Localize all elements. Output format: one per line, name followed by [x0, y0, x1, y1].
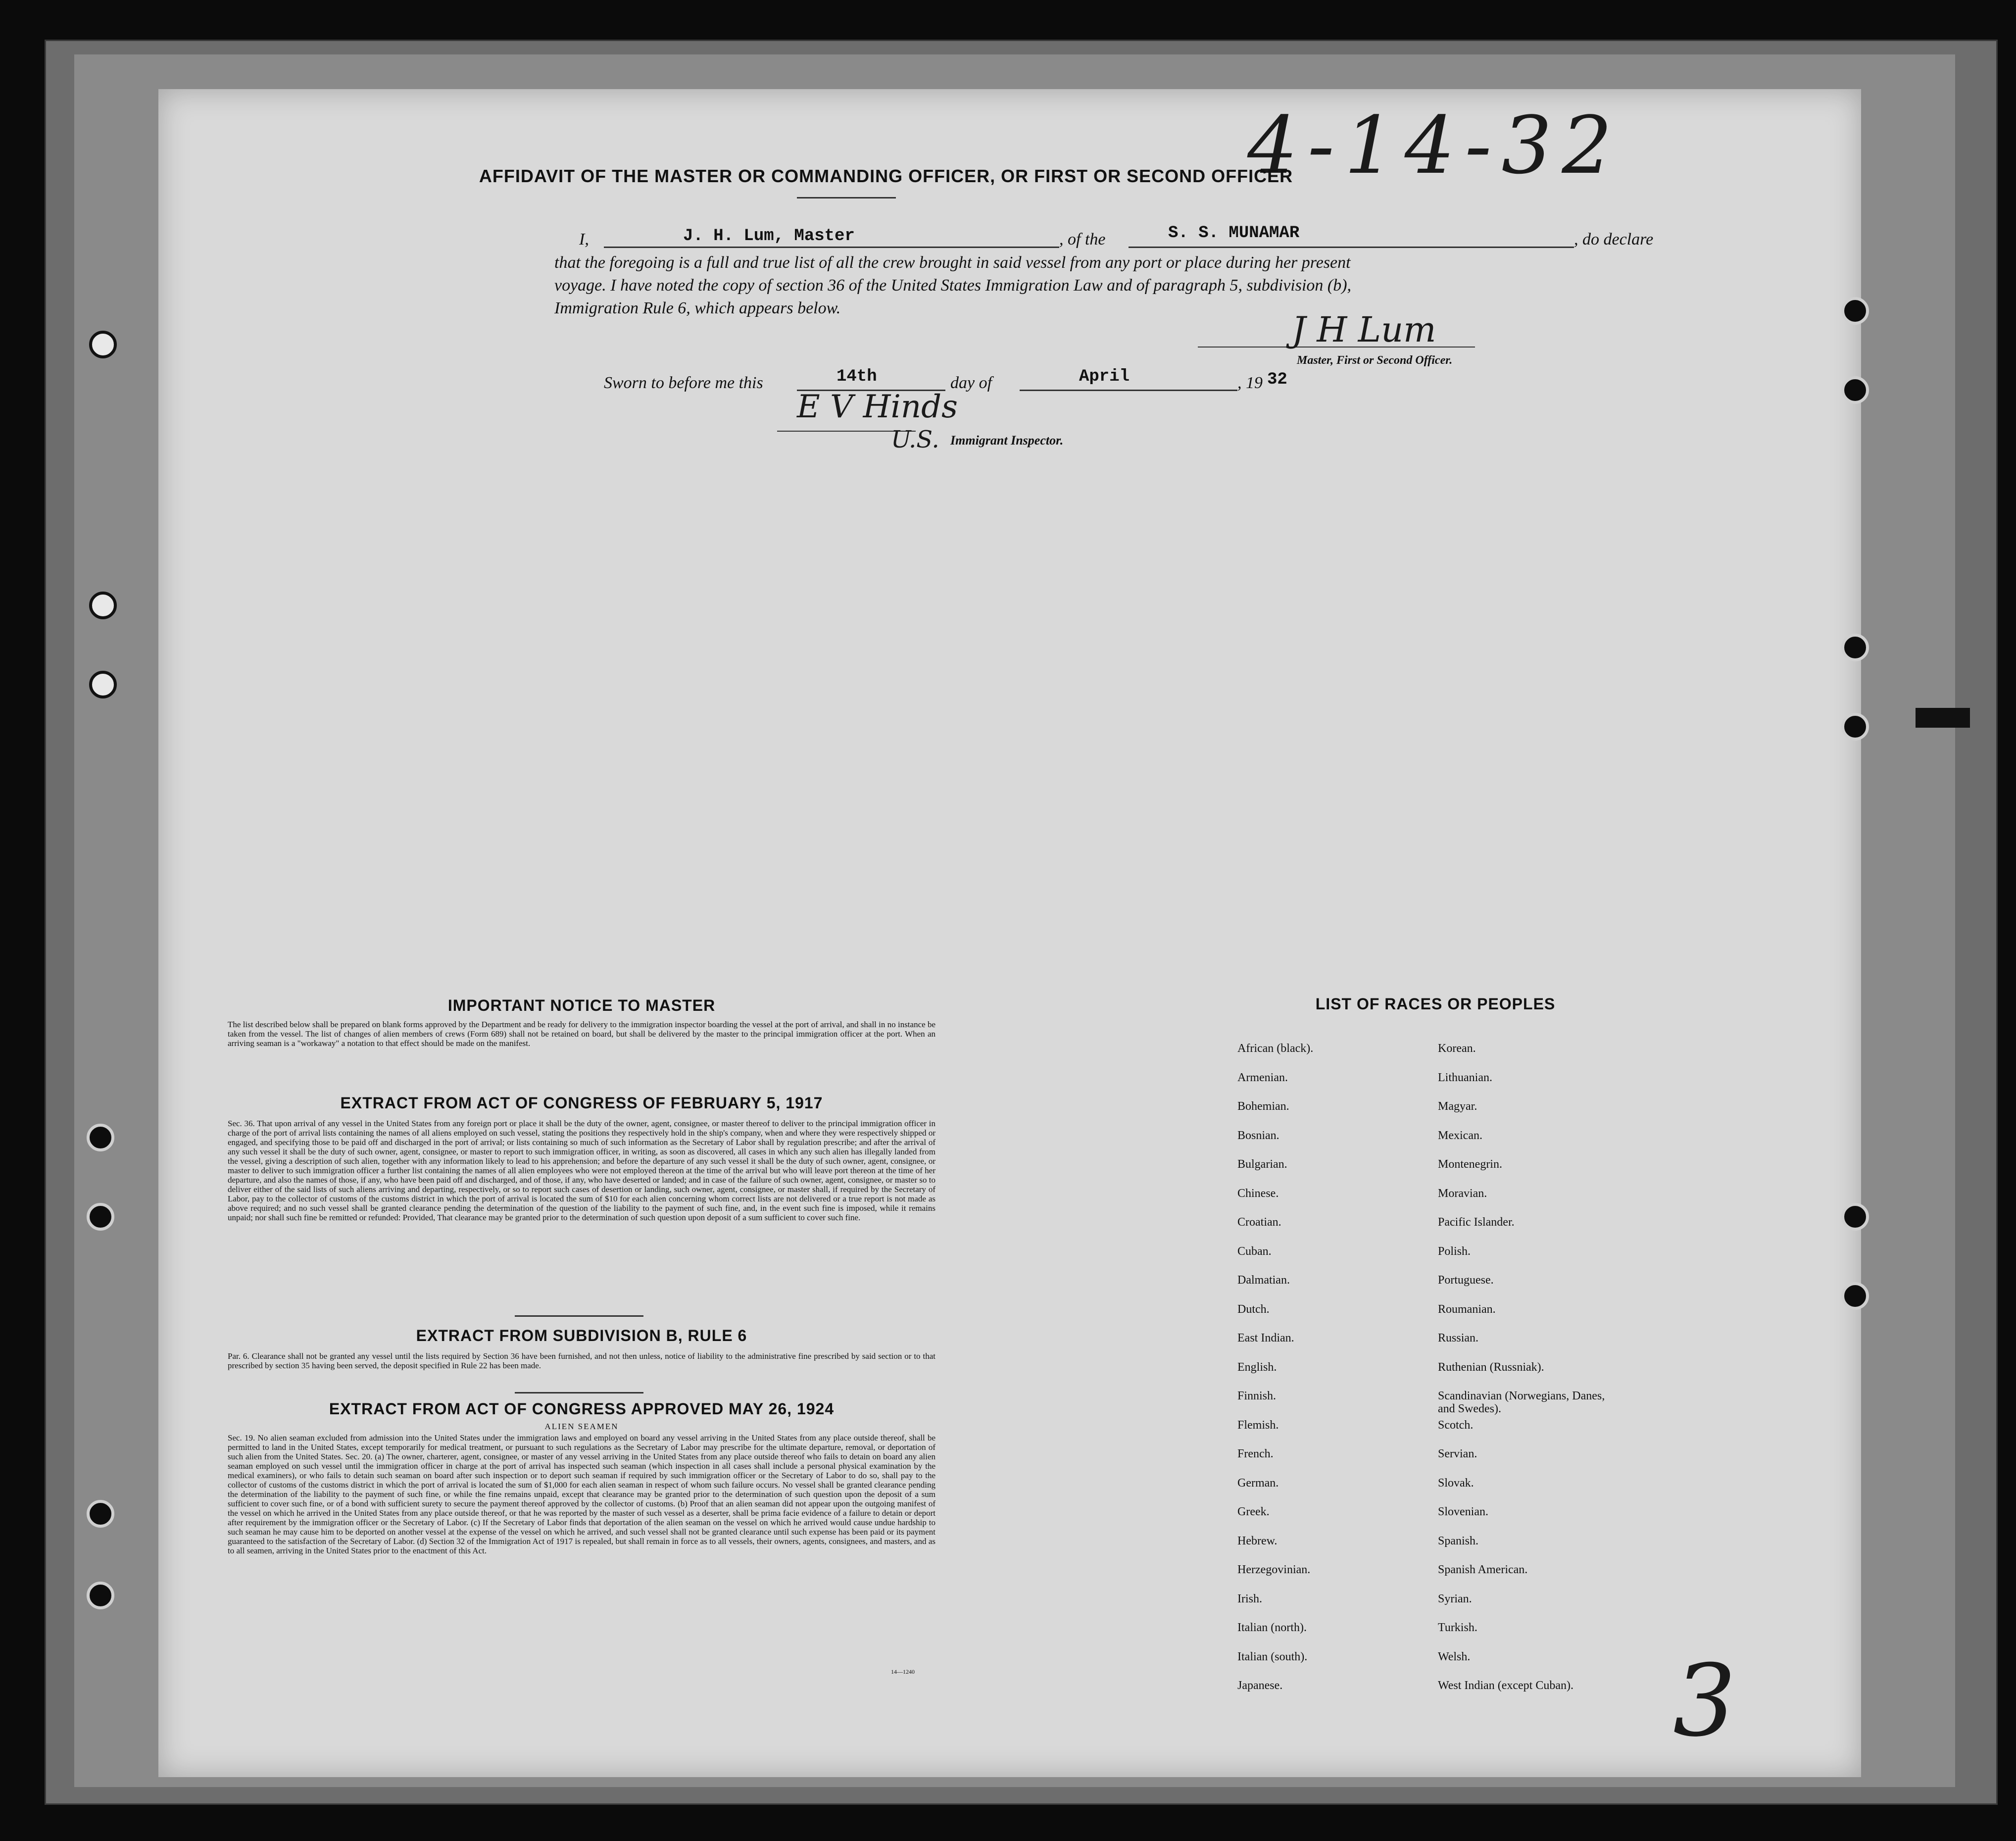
punch-hole	[1841, 713, 1869, 741]
day-of-text: day of	[950, 374, 992, 392]
inspector-signature: E V Hinds	[797, 389, 958, 425]
race-item: Syrian.	[1438, 1592, 1472, 1605]
punch-hole	[89, 331, 117, 358]
of-the-text: , of the	[1059, 230, 1106, 249]
race-item: Bohemian.	[1237, 1100, 1289, 1113]
race-item: Flemish.	[1237, 1418, 1279, 1432]
race-item: East Indian.	[1237, 1332, 1294, 1344]
race-item: Servian.	[1438, 1447, 1477, 1460]
race-item: African (black).	[1237, 1042, 1314, 1055]
punch-hole	[89, 671, 117, 698]
punch-hole	[87, 1582, 114, 1609]
extract-1917-title: EXTRACT FROM ACT OF CONGRESS OF FEBRUARY 5, 1917	[340, 1094, 823, 1112]
race-item: Scandinavian (Norwegians, Danes, and Swedes).	[1438, 1390, 1605, 1415]
race-item: Slovenian.	[1438, 1505, 1488, 1518]
extract-1924-subtitle: ALIEN SEAMEN	[544, 1422, 619, 1431]
vessel-fill-line	[1129, 247, 1574, 248]
race-item: Ruthenian (Russniak).	[1438, 1360, 1544, 1374]
race-item: Spanish American.	[1438, 1563, 1528, 1576]
punch-hole	[89, 592, 117, 619]
binder-tab	[1916, 708, 1970, 728]
race-item: Italian (north).	[1237, 1621, 1307, 1634]
race-item: Russian.	[1438, 1332, 1479, 1344]
punch-hole	[87, 1124, 114, 1151]
race-item: Moravian.	[1438, 1187, 1487, 1200]
sworn-day: 14th	[836, 367, 877, 386]
affidavit-sheet	[158, 89, 1861, 1777]
handwritten-date: 4-14-32	[1247, 99, 1623, 192]
rule6-title: EXTRACT FROM SUBDIVISION B, RULE 6	[416, 1327, 747, 1344]
name-fill-line	[604, 247, 1059, 248]
signer-title: Master, First or Second Officer.	[1297, 354, 1453, 367]
race-item: Korean.	[1438, 1042, 1476, 1055]
year-prefix: , 19	[1237, 374, 1263, 392]
race-item: Herzegovinian.	[1237, 1563, 1311, 1576]
inspector-mark: U.S.	[891, 426, 939, 453]
race-item: Montenegrin.	[1438, 1158, 1502, 1171]
race-item: Hebrew.	[1237, 1534, 1278, 1547]
extract-1924-title: EXTRACT FROM ACT OF CONGRESS APPROVED MAY 26, 1924	[329, 1400, 835, 1418]
form-number: 14—1240	[891, 1668, 915, 1675]
affidavit-line-3: voyage. I have noted the copy of section 36 of the United States Immigration Law and of paragraph 5, subdivision (b),	[554, 276, 1352, 295]
race-item: Finnish.	[1237, 1390, 1277, 1402]
race-item: Croatian.	[1237, 1216, 1281, 1229]
punch-hole	[1841, 1282, 1869, 1310]
race-item: Bulgarian.	[1237, 1158, 1287, 1171]
extract-1917-text: Sec. 36. That upon arrival of any vessel in the United States from any foreign port or place it shall be the duty of the owner, agent, consignee, or master thereof to deliver to the principal immigration officer in charge of the port of arrival lists containing the names of all aliens employed on such vessel, stating the positions they respectively hold in the ship's company, when and where they were respectively shipped or engaged, and specifying those to be paid off and discharged in the port of arrival; or lists containing so much of such information as the Secretary of Labor shall by regulation prescribe; and after the arrival of any such vessel it shall be the duty of such owner, agent, consignee, or master to report to such immigration officer, in writing, as soon as discovered, all cases in which any such alien has illegally landed from the vessel, giving a description of such alien, together with any information likely to lead to his apprehension; and before the departure of any such vessel it shall be the duty of such owner, agent, consignee, or master to deliver to such immigration officer a further list containing the names of all alien employees who were not employed thereon at the time of the arrival but who will leave port thereon at the time of her departure, and also the names of those, if any, who have been paid off and discharged, and of those, if any, who have deserted or landed; and in case of the failure of such owner, agent, consignee, or master so to deliver either of the said lists of such aliens arriving and departing, respectively, or so to report such cases of desertion or landing, such owner, agent, consignee, or master shall, if required by the Secretary of Labor, pay to the collector of customs of the customs district in which the port of arrival is located the sum of $10 for each alien concerning whom correct lists are not delivered or a true report is not made as above required; and no such vessel shall be granted clearance pending the determination of the question of the liability to the payment of such fine, and, in the event such fine is imposed, while it remains unpaid; nor shall such fine be remitted or refunded: Provided, That clearance may be granted prior to the determination of such question upon deposit of a sum sufficient to cover such fine.	[228, 1119, 935, 1222]
punch-hole	[1841, 1203, 1869, 1231]
sworn-year: 32	[1267, 370, 1287, 389]
race-item: Spanish.	[1438, 1534, 1479, 1547]
punch-hole	[1841, 297, 1869, 325]
race-item: Dalmatian.	[1237, 1274, 1290, 1287]
race-item: Cuban.	[1237, 1244, 1272, 1258]
race-item: Polish.	[1438, 1244, 1471, 1258]
race-item: West Indian (except Cuban).	[1438, 1679, 1573, 1692]
affidavit-line-4: Immigration Rule 6, which appears below.	[554, 299, 841, 317]
notice-text: The list described below shall be prepared on blank forms approved by the Department and be ready for delivery to the immigration inspector boarding the vessel at the port of arrival, and shall in no instance be taken from the vessel. The list of changes of alien members of crews (Form 689) shall not be retained on board, but shall be delivered by the master to the principal immigration officer at the port. When an arriving seaman is a "workaway" a notation to that effect should be made on the manifest.	[228, 1020, 935, 1048]
sworn-prefix: Sworn to before me this	[604, 374, 763, 392]
affidavit-prefix: I,	[579, 230, 589, 249]
punch-hole	[1841, 634, 1869, 661]
race-item: Turkish.	[1438, 1621, 1477, 1634]
race-item: Dutch.	[1237, 1302, 1270, 1316]
rule6-text: Par. 6. Clearance shall not be granted any vessel until the lists required by Section 36 have been furnished, and not then unless, notice of liability to the administrative fine prescribed by said section or to that prescribed by section 35 having been served, the deposit specified in Rule 22 has been made.	[228, 1351, 935, 1370]
vessel-name: S. S. MUNAMAR	[1168, 224, 1300, 243]
affidavit-title: AFFIDAVIT OF THE MASTER OR COMMANDING OFFICER, OR FIRST OR SECOND OFFICER	[479, 166, 1293, 186]
race-item: Pacific Islander.	[1438, 1216, 1515, 1229]
race-item: Magyar.	[1438, 1100, 1477, 1113]
race-item: German.	[1237, 1476, 1279, 1490]
race-item: Welsh.	[1438, 1650, 1471, 1663]
master-name: J. H. Lum, Master	[683, 227, 855, 246]
race-item: Greek.	[1237, 1505, 1270, 1518]
punch-hole	[87, 1203, 114, 1231]
race-item: Irish.	[1237, 1592, 1262, 1605]
declare-text: , do declare	[1574, 230, 1654, 249]
corner-handwritten-mark: 3	[1673, 1643, 1736, 1759]
race-item: Lithuanian.	[1438, 1071, 1492, 1084]
race-item: Armenian.	[1237, 1071, 1288, 1084]
race-item: Mexican.	[1438, 1129, 1482, 1142]
race-item: Italian (south).	[1237, 1650, 1308, 1663]
race-item: French.	[1237, 1447, 1274, 1460]
divider	[515, 1315, 643, 1317]
race-item: English.	[1237, 1360, 1277, 1374]
race-item: Japanese.	[1237, 1679, 1283, 1692]
race-item: Slovak.	[1438, 1476, 1474, 1490]
race-item: Scotch.	[1438, 1418, 1474, 1432]
affidavit-line-2: that the foregoing is a full and true list of all the crew brought in said vessel from any port or place during her present	[554, 253, 1351, 272]
month-fill-line	[1020, 390, 1237, 391]
race-item: Chinese.	[1237, 1187, 1279, 1200]
divider	[797, 197, 896, 199]
master-signature: J H Lum	[1292, 309, 1436, 350]
inspector-title: Immigrant Inspector.	[950, 433, 1064, 448]
punch-hole	[1841, 376, 1869, 404]
race-item: Roumanian.	[1438, 1302, 1496, 1316]
extract-1924-text: Sec. 19. No alien seaman excluded from admission into the United States under the immigration laws and employed on board any vessel arriving in the United States from any place outside thereof, shall be permitted to land in the United States, except temporarily for medical treatment, or pursuant to such regulations as the Secretary of Labor may prescribe for the ultimate departure, removal, or deportation of such alien from the United States. Sec. 20. (a) The owner, charterer, agent, consignee, or master of any vessel arriving in the United States from any place outside thereof who fails to detain on board any alien seaman employed on such vessel until the immigration officer in charge at the port of arrival has inspected such seaman (which inspection in all cases shall include a personal physical examination by the medical examiners), or who fails to detain such seaman on board after such inspection or to deport such seaman if required by such immigration officer or the Secretary of Labor to do so, shall pay to the collector of customs of the customs district in which the port of arrival is located the sum of $1,000 for each alien seaman in respect of whom such failure occurs. No vessel shall be granted clearance pending the determination of the liability to the payment of such fine, or while the fine remains unpaid, except that clearance may be granted prior to the determination of such question upon the deposit of a sum sufficient to cover such fine, or of a bond with sufficient surety to secure the payment thereof approved by the collector of customs. (b) Proof that an alien seaman did not appear upon the outgoing manifest of the vessel on which he arrived in the United States from any place outside thereof, or that he was reported by the master of such vessel as a deserter, shall be prima facie evidence of a failure to detain or deport after requirement by the immigration officer or the Secretary of Labor. (c) If the Secretary of Labor finds that deportation of the alien seaman on the vessel on which he arrived would cause undue hardship to such seaman he may cause him to be deported on another vessel at the expense of the vessel on which he arrived, and such vessel shall not be granted clearance until such expense has been paid or its payment guaranteed to the satisfaction of the Secretary of Labor. (d) Section 32 of the Immigration Act of 1917 is repealed, but shall remain in force as to all vessels, their owners, agents, consignees, and masters, and as to all seamen, arriving in the United States prior to the enactment of this Act.	[228, 1433, 935, 1555]
punch-hole	[87, 1500, 114, 1528]
race-item: Portuguese.	[1438, 1274, 1494, 1287]
sworn-month: April	[1079, 367, 1130, 386]
divider	[515, 1392, 643, 1393]
races-title: LIST OF RACES OR PEOPLES	[1315, 995, 1556, 1013]
race-item: Bosnian.	[1237, 1129, 1279, 1142]
notice-title: IMPORTANT NOTICE TO MASTER	[447, 996, 716, 1014]
